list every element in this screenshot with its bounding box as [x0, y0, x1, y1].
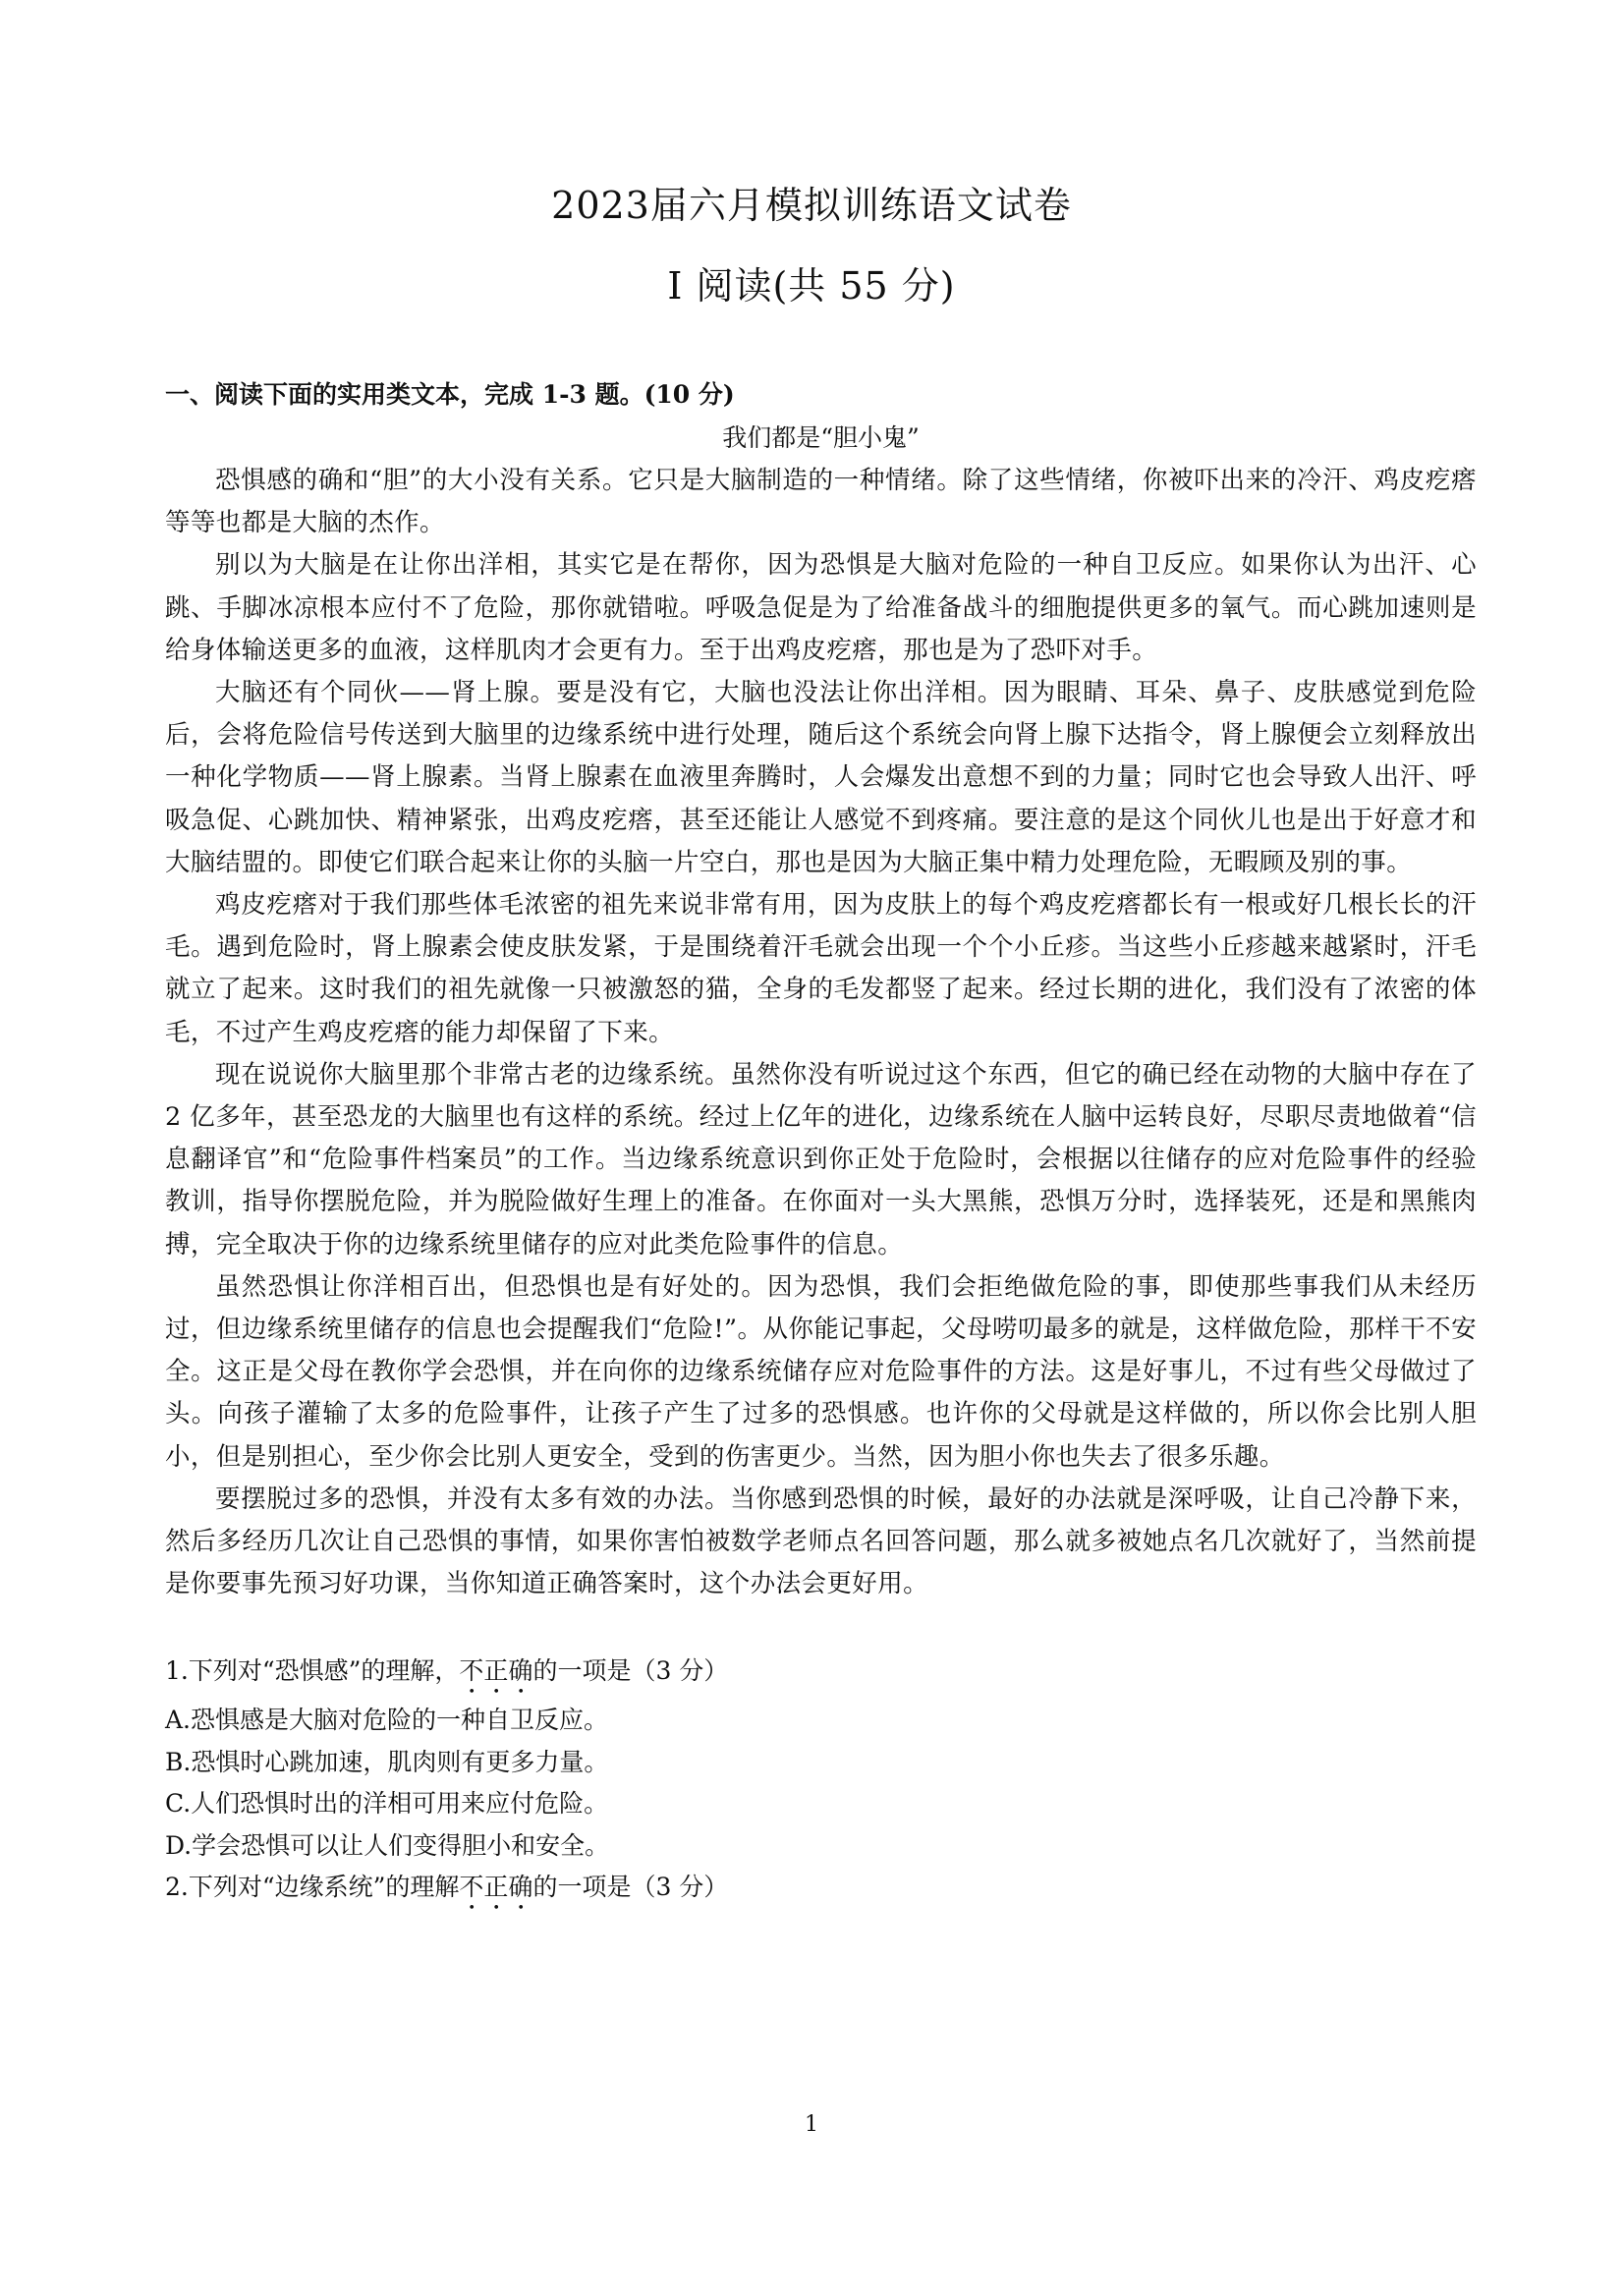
- question-1-option-d: D.学会恐惧可以让人们变得胆小和安全。: [165, 1830, 610, 1860]
- question-1-stem: [165, 1651, 1477, 1700]
- question-2-suffix: 的一项是（3 分）: [532, 1873, 729, 1902]
- article-paragraph: 别以为大脑是在让你出洋相，其实它是在帮你，因为恐惧是大脑对危险的一种自卫反应。如果你认为出汗、心跳、手脚冰凉根本应付不了危险，那你就错啦。呼吸急促是为了给准备战斗的细胞提供更多的氧气。而心跳加速则是给身体输送更多的血液，这样肌肉才会更有力。至于出鸡皮疙瘩，那也是为了恐吓对手。: [165, 550, 1477, 665]
- article-paragraph: 大脑还有个同伙——肾上腺。要是没有它，大脑也没法让你出洋相。因为眼睛、耳朵、鼻子、皮肤感觉到危险后，会将危险信号传送到大脑里的边缘系统中进行处理，随后这个系统会向肾上腺下达指令，肾上腺便会立刻释放出一种化学物质——肾上腺素。当肾上腺素在血液里奔腾时，人会爆发出意想不到的力量；同时它也会导致人出汗、呼吸急促、心跳加快、精神紧张，出鸡皮疙瘩，甚至还能让人感觉不到疼痛。要注意的是这个同伙儿也是出于好意才和大脑结盟的。即使它们联合起来让你的头脑一片空白，那也是因为大脑正集中精力处理危险，无暇顾及别的事。: [165, 678, 1477, 877]
- question-1-option-b: B.恐惧时心跳加速，肌肉则有更多力量。: [165, 1747, 609, 1776]
- article-title: 我们都是“胆小鬼”: [722, 423, 920, 452]
- question-2-prefix: 2.下列对“边缘系统”的理解: [165, 1873, 460, 1902]
- question-1-prefix: 1.下列对“恐惧感”的理解，: [165, 1656, 460, 1686]
- content-area: [165, 373, 1477, 1916]
- section-heading: 一、阅读下面的实用类文本，完成 1-3 题。(10 分): [165, 380, 735, 409]
- question-1-option-a: A.恐惧感是大脑对危险的一种自卫反应。: [165, 1706, 609, 1735]
- exam-title: 2023届六月模拟训练语文试卷: [551, 184, 1072, 227]
- question-2-stem: [165, 1867, 1477, 1916]
- article-paragraph: 虽然恐惧让你洋相百出，但恐惧也是有好处的。因为恐惧，我们会拒绝做危险的事，即使那些事我们从未经历过，但边缘系统里储存的信息也会提醒我们“危险!”。从你能记事起，父母唠叨最多的就是，这样做危险，那样干不安全。这正是父母在教你学会恐惧，并在向你的边缘系统储存应对危险事件的方法。这是好事儿，不过有些父母做过了头。向孩子灌输了太多的危险事件，让孩子产生了过多的恐惧感。也许你的父母就是这样做的，所以你会比别人胆小，但是别担心，至少你会比别人更安全，受到的伤害更少。当然，因为胆小你也失去了很多乐趣。: [165, 1271, 1477, 1472]
- article-paragraph: 鸡皮疙瘩对于我们那些体毛浓密的祖先来说非常有用，因为皮肤上的每个鸡皮疙瘩都长有一根或好几根长长的汗毛。遇到危险时，肾上腺素会使皮肤发紧，于是围绕着汗毛就会出现一个个小丘疹。当这些小丘疹越来越紧时，汗毛就立了起来。这时我们的祖先就像一只被激怒的猫，全身的毛发都竖了起来。经过长期的进化，我们没有了浓密的体毛，不过产生鸡皮疙瘩的能力却保留了下来。: [165, 890, 1477, 1047]
- question-2-emphasis: 不正确: [459, 1873, 533, 1902]
- article-paragraph: 现在说说你大脑里那个非常古老的边缘系统。虽然你没有听说过这个东西，但它的确已经在动物的大脑中存在了 2 亿多年，甚至恐龙的大脑里也有这样的系统。经过上亿年的进化，边缘系统在人脑中运转良好，尽职尽责地做着“信息翻译官”和“危险事件档案员”的工作。当边缘系统意识到你正处于危险时，会根据以往储存的应对危险事件的经验教训，指导你摆脱危险，并为脱险做好生理上的准备。在你面对一头大黑熊，恐惧万分时，选择装死，还是和黑熊肉搏，完全取决于你的边缘系统里储存的应对此类危险事件的信息。: [165, 1059, 1477, 1260]
- page-number: 1: [805, 2112, 818, 2137]
- question-1-emphasis: 不正确: [459, 1656, 533, 1686]
- spacer: [165, 1605, 1477, 1651]
- question-1-suffix: 的一项是（3 分）: [532, 1656, 729, 1686]
- question-1-option-c: C.人们恐惧时出的洋相可用来应付危险。: [165, 1789, 609, 1819]
- article-paragraph: 恐惧感的确和“胆”的大小没有关系。它只是大脑制造的一种情绪。除了这些情绪，你被吓出来的冷汗、鸡皮疙瘩等等也都是大脑的杰作。: [165, 466, 1477, 538]
- article-paragraph: 要摆脱过多的恐惧，并没有太多有效的办法。当你感到恐惧的时候，最好的办法就是深呼吸，让自己冷静下来，然后多经历几次让自己恐惧的事情，如果你害怕被数学老师点名回答问题，那么就多被她点名几次就好了，当然前提是你要事先预习好功课，当你知道正确答案时，这个办法会更好用。: [165, 1484, 1477, 1599]
- part-heading: Ⅰ 阅读(共 55 分): [667, 264, 956, 308]
